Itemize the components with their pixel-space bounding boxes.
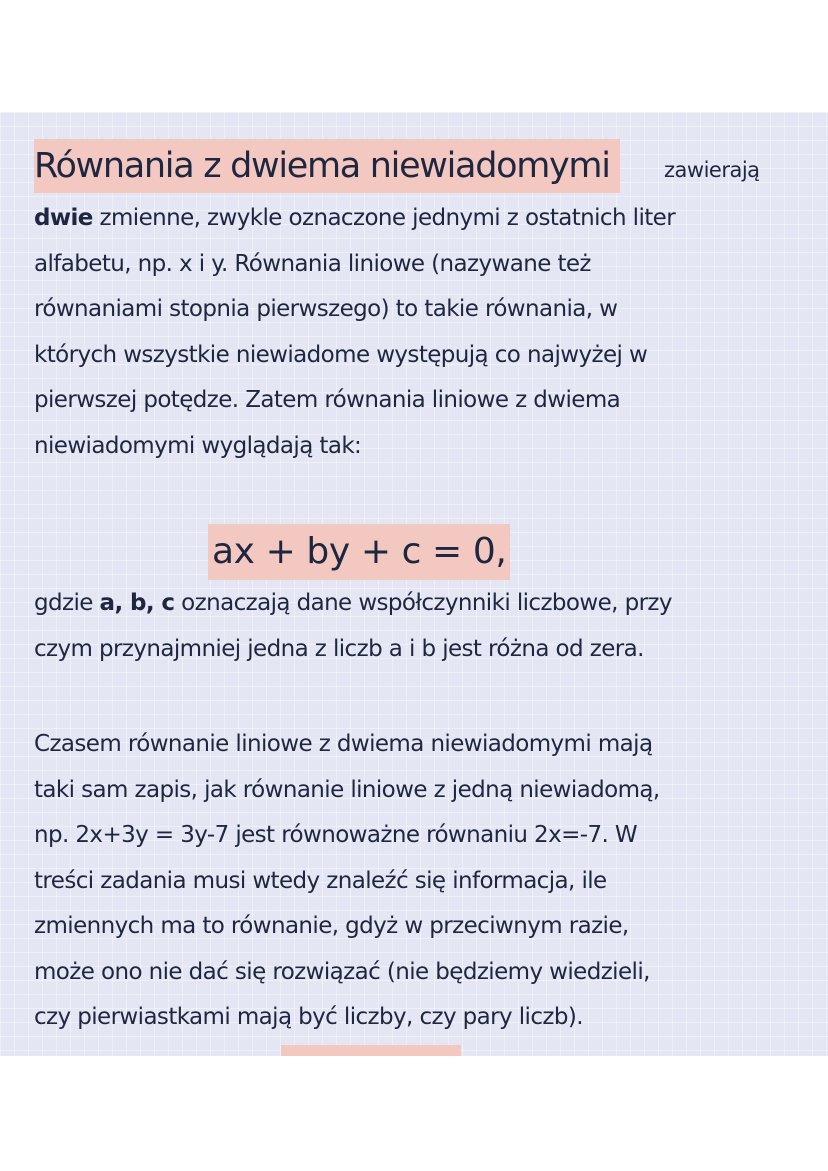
title-line	[0, 136, 828, 198]
where-paragraph	[34, 581, 814, 672]
title-tail-text: zawierają	[664, 158, 760, 182]
intro-paragraph	[34, 196, 814, 469]
where-rest: oznaczają dane współczynniki liczbowe, przy	[174, 590, 672, 616]
title-highlight: Równania z dwiema niewiadomymi	[34, 139, 620, 193]
note-line-3: np. 2x+3y = 3y-7 jest równoważne równaniu 2x=-7. W	[34, 822, 638, 848]
intro-line-5: pierwszej potędze. Zatem równania liniowe z dwiema	[34, 387, 621, 413]
intro-line-4: których wszystkie niewiadome występują co najwyżej w	[34, 341, 648, 368]
intro-line-2: alfabetu, np. x i y. Równania liniowe (nazywane też	[34, 250, 591, 277]
bold-term-dwie: dwie	[34, 205, 93, 231]
intro-line-1-rest: zmienne, zwykle oznaczone jednymi z ostatnich liter	[92, 205, 676, 231]
intro-line-1	[34, 196, 814, 242]
note-paragraph	[34, 722, 814, 1041]
coefficients-bold: a, b, c	[99, 590, 175, 616]
note-line-2: taki sam zapis, jak równanie liniowe z jedną niewiadomą,	[34, 776, 660, 803]
intro-line-3: równaniami stopnia pierwszego) to takie równania, w	[34, 296, 618, 322]
note-line-5: zmiennych ma to równanie, gdyż w przeciwnym razie,	[34, 913, 629, 939]
where-pre: gdzie	[34, 590, 100, 616]
where-line-2: czym przynajmniej jedna z liczb a i b jest różna od zera.	[34, 635, 644, 662]
intro-line-6: niewiadomymi wyglądają tak:	[34, 432, 362, 459]
formula-highlight: ax + by + c = 0,	[208, 524, 510, 580]
note-line-7: czy pierwiastkami mają być liczby, czy pary liczb).	[34, 1004, 583, 1030]
note-line-6: może ono nie dać się rozwiązać (nie będziemy wiedzieli,	[34, 958, 650, 985]
note-line-4: treści zadania musi wtedy znaleźć się informacja, ile	[34, 867, 607, 894]
cutoff-highlight	[281, 1045, 461, 1056]
note-line-1: Czasem równanie liniowe z dwiema niewiadomymi mają	[34, 731, 653, 757]
where-line-1	[34, 581, 814, 627]
